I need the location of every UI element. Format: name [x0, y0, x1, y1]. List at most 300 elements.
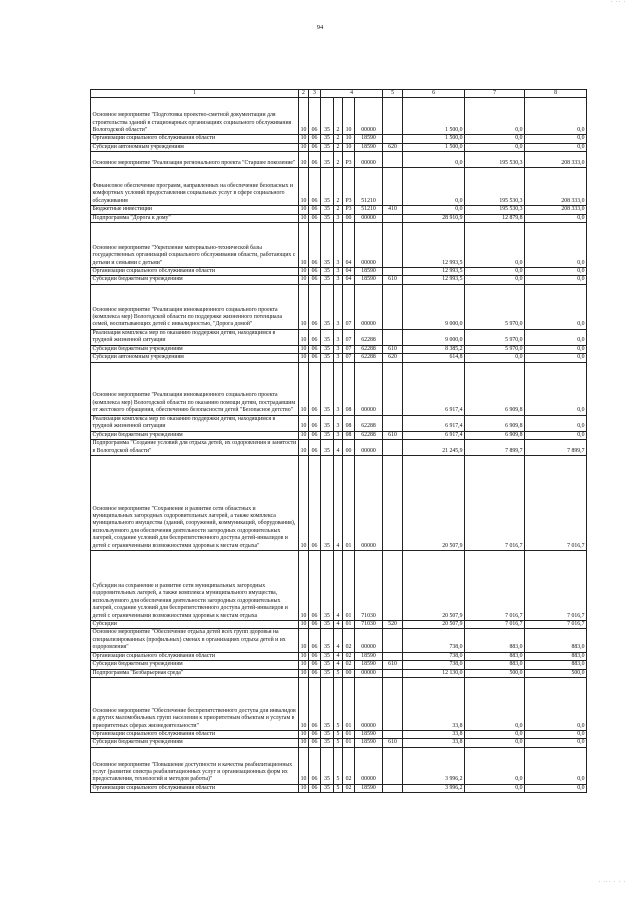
row-value-cell: 2	[334, 135, 343, 143]
row-value-cell: 00	[343, 440, 355, 456]
row-value-cell: 35	[321, 551, 334, 621]
row-value-cell: 0,0	[525, 276, 587, 284]
row-value-cell: 35	[321, 276, 334, 284]
row-value-cell: 10	[299, 214, 309, 222]
row-value-cell: 0,0	[525, 214, 587, 222]
row-value-cell: 35	[321, 739, 334, 747]
row-value-cell: 2	[334, 168, 343, 206]
table-row	[91, 621, 587, 629]
row-value-cell: 620	[383, 354, 403, 362]
row-value-cell: 6 917,4	[403, 431, 465, 439]
table-row	[91, 440, 587, 456]
row-value-cell: 02	[343, 661, 355, 669]
row-value-cell: 12 993,5	[403, 268, 465, 276]
row-label-cell: Реализация комплекса мер по оказанию поддержки детям, находящимся в трудной жизненной ситуации	[91, 415, 299, 431]
row-value-cell: 08	[343, 362, 355, 415]
row-value-cell: 00	[343, 214, 355, 222]
row-value-cell: 883,0	[525, 629, 587, 652]
row-value-cell: 610	[383, 276, 403, 284]
row-value-cell	[383, 747, 403, 784]
row-value-cell: 7 016,7	[525, 621, 587, 629]
row-value-cell: 7 016,7	[465, 456, 525, 551]
row-value-cell: 5 970,0	[465, 284, 525, 329]
row-value-cell: 04	[343, 268, 355, 276]
row-value-cell: 06	[309, 415, 321, 431]
row-value-cell: 10	[299, 629, 309, 652]
row-value-cell: 5	[334, 730, 343, 738]
row-value-cell: 35	[321, 143, 334, 151]
table-row	[91, 214, 587, 222]
row-value-cell: 3 996,2	[403, 784, 465, 792]
row-value-cell: 08	[343, 415, 355, 431]
row-value-cell: 35	[321, 747, 334, 784]
row-value-cell: 01	[343, 739, 355, 747]
table-row	[91, 98, 587, 135]
table-row	[91, 629, 587, 652]
table-row	[91, 135, 587, 143]
row-value-cell	[383, 629, 403, 652]
row-value-cell: 10	[343, 135, 355, 143]
row-value-cell: 1 500,0	[403, 135, 465, 143]
row-value-cell: 35	[321, 652, 334, 660]
row-value-cell: 06	[309, 629, 321, 652]
row-value-cell	[383, 135, 403, 143]
table-row	[91, 354, 587, 362]
row-value-cell: 10	[299, 661, 309, 669]
row-value-cell: 0,0	[525, 730, 587, 738]
row-value-cell: 35	[321, 456, 334, 551]
budget-table	[90, 89, 587, 793]
row-value-cell: 7 016,7	[525, 456, 587, 551]
row-value-cell	[383, 268, 403, 276]
row-value-cell: 35	[321, 214, 334, 222]
row-value-cell	[383, 415, 403, 431]
row-value-cell: 00000	[355, 152, 383, 168]
row-label-cell: Основное мероприятие "Обеспечение беспрепятственного доступа для инвалидов и других маломобильных групп населения к приоритетным объектам и услугам в приоритетных сферах жизнедеятельности"	[91, 677, 299, 730]
row-value-cell: 62288	[355, 329, 383, 345]
row-value-cell: 07	[343, 345, 355, 353]
row-value-cell: 02	[343, 629, 355, 652]
row-value-cell: 1 500,0	[403, 98, 465, 135]
row-value-cell: 01	[343, 551, 355, 621]
row-value-cell: 33,8	[403, 730, 465, 738]
row-value-cell: 33,8	[403, 677, 465, 730]
row-value-cell: 195 530,3	[465, 152, 525, 168]
row-value-cell: 520	[383, 621, 403, 629]
row-value-cell: 06	[309, 214, 321, 222]
row-value-cell: 71030	[355, 621, 383, 629]
row-value-cell: 06	[309, 276, 321, 284]
row-value-cell: 06	[309, 431, 321, 439]
row-label-cell: Субсидии бюджетным учреждениям	[91, 661, 299, 669]
row-value-cell: 18590	[355, 661, 383, 669]
row-label-cell: Организации социального обслуживания области	[91, 652, 299, 660]
row-value-cell: 10	[299, 677, 309, 730]
row-value-cell: 4	[334, 440, 343, 456]
row-value-cell: 2	[334, 98, 343, 135]
row-label-cell: Основное мероприятие "Сохранение и развитие сети областных и муниципальных загородных оздоровительных лагерей, а также комплекса муниципального имущества (зданий, сооружений, коммуникаций, оборудования), используемого для обеспечения деятельности загородных оздоровительных лагерей, создание условий для беспрепятственного доступа детей-инвалидов и детей с ограниченными возможностями здоровья к местам отдыха"	[91, 456, 299, 551]
row-value-cell: 02	[343, 652, 355, 660]
row-value-cell: 4	[334, 652, 343, 660]
row-value-cell: 410	[383, 206, 403, 214]
row-label-cell: Субсидии бюджетным учреждениям	[91, 431, 299, 439]
header-cell: 1	[91, 90, 299, 98]
row-label-cell: Основное мероприятие "Укрепление материально-технической базы государственных организаций социального обслуживания области, работающих с детьми и семьями с детьми"	[91, 223, 299, 268]
row-value-cell: 07	[343, 354, 355, 362]
row-value-cell: 06	[309, 329, 321, 345]
row-value-cell: 10	[299, 431, 309, 439]
row-value-cell: 2	[334, 152, 343, 168]
table-header-row	[91, 90, 587, 98]
row-value-cell: 62288	[355, 345, 383, 353]
row-value-cell: 35	[321, 223, 334, 268]
header-cell: 2	[299, 90, 309, 98]
row-value-cell: 10	[299, 98, 309, 135]
row-value-cell: 6 909,8	[465, 362, 525, 415]
row-value-cell: 07	[343, 284, 355, 329]
row-value-cell: 0,0	[525, 784, 587, 792]
row-value-cell: 18590	[355, 135, 383, 143]
row-value-cell: 620	[383, 143, 403, 151]
row-value-cell: 10	[299, 223, 309, 268]
row-value-cell: 0,0	[525, 739, 587, 747]
row-value-cell: 0,0	[465, 268, 525, 276]
row-value-cell: 0,0	[465, 784, 525, 792]
table-row	[91, 661, 587, 669]
row-value-cell: P3	[343, 168, 355, 206]
row-value-cell: P3	[343, 206, 355, 214]
row-value-cell: 12 993,5	[403, 276, 465, 284]
row-value-cell: 35	[321, 329, 334, 345]
row-value-cell: 18590	[355, 268, 383, 276]
row-value-cell: 06	[309, 284, 321, 329]
row-value-cell: 0,0	[465, 223, 525, 268]
row-value-cell	[383, 152, 403, 168]
row-value-cell: 208 333,0	[525, 152, 587, 168]
row-value-cell: 0,0	[525, 98, 587, 135]
row-value-cell: 883,0	[465, 652, 525, 660]
row-value-cell: 18590	[355, 784, 383, 792]
row-value-cell: 3	[334, 223, 343, 268]
row-label-cell: Финансовое обеспечение программ, направленных на обеспечение безопасных и комфортных условий предоставления социальных услуг в сфере социального обслуживания	[91, 168, 299, 206]
row-value-cell	[383, 784, 403, 792]
row-label-cell: Субсидии бюджетным учреждениям	[91, 276, 299, 284]
header-cell: 4	[321, 90, 383, 98]
row-value-cell: 01	[343, 730, 355, 738]
row-value-cell: 35	[321, 784, 334, 792]
row-value-cell	[383, 329, 403, 345]
row-value-cell: 10	[299, 345, 309, 353]
row-value-cell: 51210	[355, 168, 383, 206]
table-row	[91, 329, 587, 345]
row-value-cell: 00000	[355, 284, 383, 329]
row-value-cell: 35	[321, 268, 334, 276]
row-value-cell: 7 016,7	[465, 621, 525, 629]
row-value-cell: 62288	[355, 354, 383, 362]
row-value-cell: 3	[334, 276, 343, 284]
corner-mark: · ·· ·	[610, 0, 626, 5]
row-value-cell: 00000	[355, 456, 383, 551]
row-value-cell: 35	[321, 98, 334, 135]
header-cell: 3	[309, 90, 321, 98]
row-value-cell: 4	[334, 661, 343, 669]
row-value-cell: 883,0	[465, 661, 525, 669]
row-value-cell: 62288	[355, 431, 383, 439]
table-row	[91, 345, 587, 353]
row-value-cell: 208 333,0	[525, 168, 587, 206]
row-value-cell: 35	[321, 415, 334, 431]
row-value-cell: 6 909,8	[465, 431, 525, 439]
row-value-cell: 06	[309, 440, 321, 456]
row-value-cell: 10	[299, 143, 309, 151]
row-value-cell: 4	[334, 621, 343, 629]
row-value-cell: 06	[309, 268, 321, 276]
row-value-cell: 35	[321, 206, 334, 214]
row-value-cell: 0,0	[403, 206, 465, 214]
row-value-cell: 35	[321, 354, 334, 362]
row-label-cell: Подпрограмма "Безбарьерная среда"	[91, 669, 299, 677]
table-row	[91, 431, 587, 439]
row-value-cell: 06	[309, 206, 321, 214]
row-label-cell: Организации социального обслуживания области	[91, 730, 299, 738]
row-value-cell: 35	[321, 629, 334, 652]
row-value-cell: 00000	[355, 98, 383, 135]
row-value-cell: 10	[299, 276, 309, 284]
row-value-cell: 5	[334, 739, 343, 747]
row-label-cell: Основное мероприятие "Повышение доступности и качества реабилитационных услуг (развитие спектра реабилитационных услуг и организационных форм их предоставления, технологий и методов работы)"	[91, 747, 299, 784]
row-label-cell: Основное мероприятие "Реализация инновационного социального проекта (комплекса мер) Вологодской области по поддержке жизненного потенциала семей, воспитывающих детей с инвалидностью, "Дорога домой"	[91, 284, 299, 329]
row-value-cell: 0,0	[525, 677, 587, 730]
row-value-cell: 06	[309, 98, 321, 135]
row-value-cell: 10	[299, 354, 309, 362]
row-value-cell: 10	[299, 206, 309, 214]
row-value-cell: 3	[334, 268, 343, 276]
row-value-cell: 18590	[355, 276, 383, 284]
row-value-cell: 883,0	[525, 661, 587, 669]
row-value-cell: 5	[334, 677, 343, 730]
row-value-cell: 01	[343, 677, 355, 730]
row-value-cell: 0,0	[465, 730, 525, 738]
row-value-cell: 2	[334, 206, 343, 214]
row-label-cell: Организации социального обслуживания области	[91, 784, 299, 792]
table-row	[91, 784, 587, 792]
row-value-cell: 10	[299, 747, 309, 784]
row-value-cell: 3 996,2	[403, 747, 465, 784]
row-value-cell: 5	[334, 784, 343, 792]
table-row	[91, 268, 587, 276]
table-row	[91, 730, 587, 738]
row-value-cell: 6 917,4	[403, 415, 465, 431]
row-label-cell: Основное мероприятие "Обеспечение отдыха детей всех групп здоровья на специализированных (профильных) сменах в организациях отдыха детей и их оздоровления"	[91, 629, 299, 652]
row-value-cell: 500,0	[525, 669, 587, 677]
row-value-cell: 12 879,8	[465, 214, 525, 222]
table-row	[91, 415, 587, 431]
row-value-cell: 06	[309, 223, 321, 268]
row-value-cell: 0,0	[525, 268, 587, 276]
row-value-cell: 0,0	[465, 276, 525, 284]
row-value-cell: 62288	[355, 415, 383, 431]
row-value-cell: 00000	[355, 223, 383, 268]
row-value-cell: 610	[383, 739, 403, 747]
row-value-cell: 06	[309, 143, 321, 151]
row-value-cell: 10	[299, 456, 309, 551]
row-value-cell: 10	[299, 362, 309, 415]
table-row	[91, 223, 587, 268]
row-value-cell: 10	[299, 739, 309, 747]
row-value-cell: 9 000,0	[403, 284, 465, 329]
row-value-cell: 02	[343, 747, 355, 784]
row-value-cell: 35	[321, 362, 334, 415]
row-value-cell: 35	[321, 168, 334, 206]
header-cell: 6	[403, 90, 465, 98]
row-value-cell: 8 385,2	[403, 345, 465, 353]
row-value-cell: 20 507,9	[403, 456, 465, 551]
table-row	[91, 652, 587, 660]
row-value-cell: 5 970,0	[465, 329, 525, 345]
row-value-cell: 06	[309, 345, 321, 353]
row-value-cell: 4	[334, 551, 343, 621]
row-value-cell: 00000	[355, 214, 383, 222]
table-row	[91, 168, 587, 206]
row-value-cell: 9 000,0	[403, 329, 465, 345]
row-value-cell: 06	[309, 739, 321, 747]
table-row	[91, 669, 587, 677]
row-value-cell: 0,0	[403, 152, 465, 168]
row-value-cell: 610	[383, 345, 403, 353]
row-value-cell: 7 016,7	[465, 551, 525, 621]
row-value-cell: 01	[343, 456, 355, 551]
row-value-cell: 7 899,7	[525, 440, 587, 456]
row-value-cell: 10	[343, 143, 355, 151]
row-value-cell: 51210	[355, 206, 383, 214]
row-value-cell: 00000	[355, 362, 383, 415]
row-value-cell: 35	[321, 135, 334, 143]
row-value-cell: 195 530,3	[465, 206, 525, 214]
header-cell: 8	[525, 90, 587, 98]
table-row	[91, 284, 587, 329]
row-value-cell: 5	[334, 669, 343, 677]
row-value-cell: 4	[334, 629, 343, 652]
row-value-cell: 0,0	[465, 143, 525, 151]
row-value-cell: 04	[343, 276, 355, 284]
table-row	[91, 152, 587, 168]
row-value-cell: 195 530,3	[465, 168, 525, 206]
table-row	[91, 456, 587, 551]
row-value-cell: 0,0	[465, 98, 525, 135]
row-value-cell: 0,0	[525, 329, 587, 345]
row-value-cell: 35	[321, 621, 334, 629]
row-value-cell	[383, 168, 403, 206]
row-value-cell: 35	[321, 345, 334, 353]
row-value-cell	[383, 652, 403, 660]
row-value-cell: 35	[321, 730, 334, 738]
row-value-cell: 06	[309, 677, 321, 730]
row-value-cell: 738,0	[403, 652, 465, 660]
row-value-cell: 28 910,9	[403, 214, 465, 222]
row-label-cell: Субсидии	[91, 621, 299, 629]
table-row	[91, 677, 587, 730]
row-value-cell: 0,0	[525, 284, 587, 329]
row-value-cell	[383, 669, 403, 677]
row-value-cell: 35	[321, 669, 334, 677]
row-value-cell: 04	[343, 223, 355, 268]
row-value-cell: 3	[334, 354, 343, 362]
table-row	[91, 739, 587, 747]
page-number: 94	[316, 24, 324, 31]
row-value-cell: 20 507,9	[403, 621, 465, 629]
row-value-cell: 0,0	[465, 747, 525, 784]
row-value-cell: 6 909,8	[465, 415, 525, 431]
row-value-cell: 06	[309, 551, 321, 621]
row-label-cell: Субсидии автономным учреждениям	[91, 354, 299, 362]
row-value-cell: 12 130,0	[403, 669, 465, 677]
row-value-cell: 35	[321, 284, 334, 329]
row-value-cell: 208 333,0	[525, 206, 587, 214]
row-value-cell: 883,0	[465, 629, 525, 652]
row-value-cell: 06	[309, 456, 321, 551]
row-value-cell: 500,0	[465, 669, 525, 677]
row-value-cell: 02	[343, 784, 355, 792]
row-value-cell: 35	[321, 440, 334, 456]
row-value-cell: 10	[299, 284, 309, 329]
row-value-cell: 0,0	[525, 143, 587, 151]
row-value-cell: 35	[321, 661, 334, 669]
row-value-cell: 10	[299, 268, 309, 276]
row-value-cell	[383, 223, 403, 268]
row-value-cell: 18590	[355, 143, 383, 151]
row-value-cell: 0,0	[525, 354, 587, 362]
row-value-cell: 6 917,4	[403, 362, 465, 415]
row-value-cell: 35	[321, 431, 334, 439]
row-label-cell: Субсидии автономным учреждениям	[91, 143, 299, 151]
row-value-cell: 00000	[355, 440, 383, 456]
row-value-cell: 0,0	[465, 677, 525, 730]
row-value-cell: 0,0	[525, 345, 587, 353]
row-value-cell: 0,0	[525, 747, 587, 784]
row-value-cell: 00000	[355, 629, 383, 652]
row-value-cell: 12 993,5	[403, 223, 465, 268]
row-value-cell: 3	[334, 362, 343, 415]
row-value-cell: 7 899,7	[465, 440, 525, 456]
row-value-cell: 10	[343, 98, 355, 135]
table-row	[91, 551, 587, 621]
row-value-cell: 00	[343, 669, 355, 677]
row-value-cell: 7 016,7	[525, 551, 587, 621]
row-value-cell: 35	[321, 677, 334, 730]
row-value-cell: 35	[321, 152, 334, 168]
row-value-cell	[383, 98, 403, 135]
row-value-cell: 0,0	[525, 223, 587, 268]
corner-mark: · ··· · · ·	[598, 880, 626, 885]
row-label-cell: Организации социального обслуживания области	[91, 268, 299, 276]
row-value-cell: 06	[309, 661, 321, 669]
row-value-cell: 10	[299, 329, 309, 345]
row-value-cell: 06	[309, 168, 321, 206]
row-value-cell: 1 500,0	[403, 143, 465, 151]
row-label-cell: Субсидии на сохранение и развитие сети муниципальных загородных оздоровительных лагерей, а также комплекса муниципального имущества, используемого для обеспечения деятельности загородных оздоровительных лагерей, создание условий для беспрепятственного доступа детей-инвалидов и детей с ограниченными возможностями здоровья к местам отдыха	[91, 551, 299, 621]
header-cell: 5	[383, 90, 403, 98]
row-value-cell: 610	[383, 431, 403, 439]
row-value-cell: 2	[334, 143, 343, 151]
row-value-cell: 06	[309, 362, 321, 415]
row-value-cell: 10	[299, 152, 309, 168]
row-value-cell: 0,0	[525, 362, 587, 415]
row-value-cell: 00000	[355, 747, 383, 784]
row-value-cell: 0,0	[525, 431, 587, 439]
row-value-cell: 0,0	[525, 415, 587, 431]
row-value-cell: 10	[299, 551, 309, 621]
row-label-cell: Подпрограмма "Создание условий для отдыха детей, их оздоровления и занятости в Вологодской области"	[91, 440, 299, 456]
